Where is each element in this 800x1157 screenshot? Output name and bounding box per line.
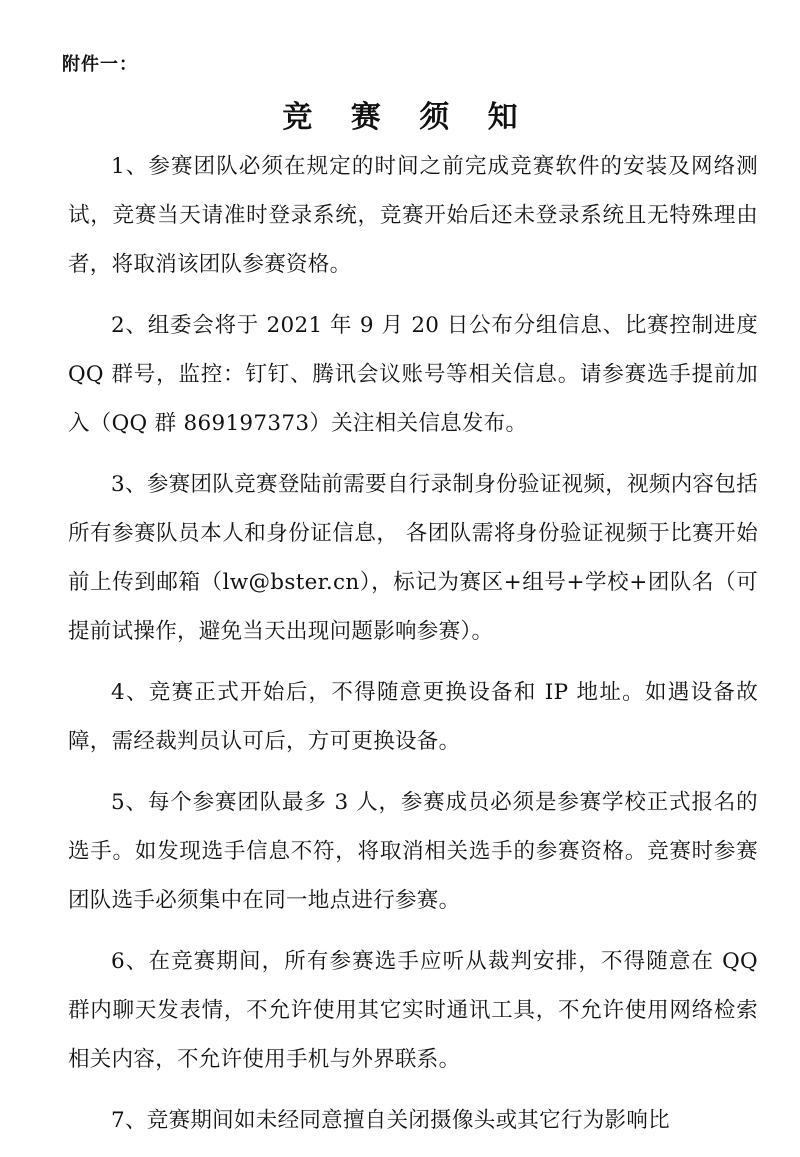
attachment-label: 附件一： (62, 54, 138, 75)
rule-paragraph-5: 5、每个参赛团队最多 3 人，参赛成员必须是参赛学校正式报名的选手。如发现选手信息不符，将取消相关选手的参赛资格。竞赛时参赛团队选手必须集中在同一地点进行参赛。 (68, 790, 758, 913)
rule-paragraph-7: 7、竞赛期间如未经同意擅自关闭摄像头或其它行为影响比 (111, 1108, 670, 1133)
document-title: 竞 赛 须 知 (282, 100, 532, 135)
rules-body (68, 142, 758, 1157)
rule-paragraph-4: 4、竞赛正式开始后，不得随意更换设备和 IP 地址。如遇设备故障，需经裁判员认可后，方可更换设备。 (68, 680, 758, 754)
rule-paragraph-2: 2、组委会将于 2021 年 9 月 20 日公布分组信息、比赛控制进度 QQ 群号，监控：钉钉、腾讯会议账号等相关信息。请参赛选手提前加入（QQ 群 869197373）关注相关信息发布。 (68, 313, 758, 436)
rule-paragraph-1: 1、参赛团队必须在规定的时间之前完成竞赛软件的安装及网络测试，竞赛当天请准时登录系统，竞赛开始后还未登录系统且无特殊理由者，将取消该团队参赛资格。 (68, 154, 758, 277)
rule-paragraph-6: 6、在竞赛期间，所有参赛选手应听从裁判安排，不得随意在 QQ 群内聊天发表情，不允许使用其它实时通讯工具，不允许使用网络检索相关内容，不允许使用手机与外界联系。 (68, 949, 758, 1072)
rule-paragraph-3: 3、参赛团队竞赛登陆前需要自行录制身份验证视频，视频内容包括所有参赛队员本人和身份证信息， 各团队需将身份验证视频于比赛开始前上传到邮箱（lw@bster.cn），标记为赛区+组号+学校+团队名（可提前试操作，避免当天出现问题影响参赛）。 (68, 472, 758, 644)
